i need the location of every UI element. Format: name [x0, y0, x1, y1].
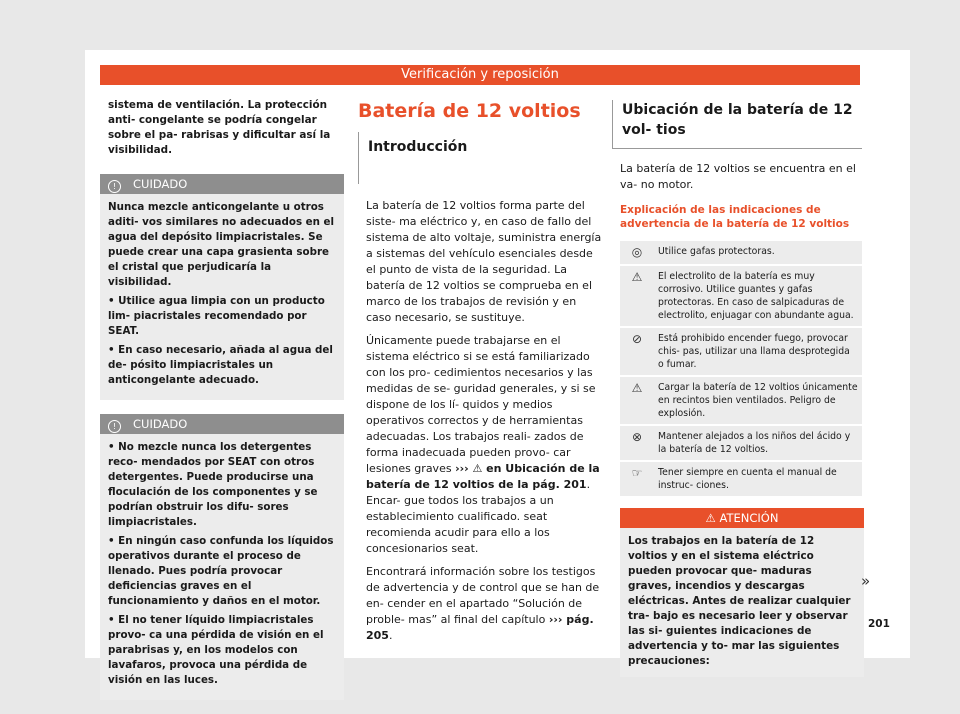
- info-icon: !: [108, 180, 121, 193]
- corrosive-warning-icon: ⚠: [631, 270, 643, 284]
- section-title: Batería de 12 voltios: [358, 100, 581, 122]
- caution-box-2: [100, 414, 344, 700]
- keep-away-children-icon: ⊗: [631, 430, 643, 444]
- table-row: ⚠ Cargar la batería de 12 voltios únicamente en recintos bien ventilados. Peligro de explosión.: [620, 377, 862, 424]
- page-header: Verificación y reposición: [100, 65, 860, 85]
- cross-reference-link[interactable]: ››› ⚠ en Ubicación de la batería de 12 voltios de la pág. 201: [366, 462, 600, 491]
- column-left: [100, 98, 344, 714]
- warning-table: [620, 239, 862, 498]
- table-row: ⚠ El electrolito de la batería es muy corrosivo. Utilice guantes y gafas protectoras. En caso de salpicaduras de electrolito, enjuagar con abundante agua.: [620, 266, 862, 326]
- subsection-heading: Introducción: [358, 132, 602, 184]
- subsection-heading: Ubicación de la batería de 12 vol- tios: [612, 100, 862, 149]
- caution-box-1: [100, 174, 344, 400]
- caution-header: ! CUIDADO: [100, 174, 344, 194]
- attention-header: ⚠ ATENCIÓN: [620, 508, 864, 528]
- page-reference-link[interactable]: ››› pág. 205: [366, 613, 594, 642]
- no-fire-icon: ⊘: [631, 332, 643, 346]
- attention-box: [620, 508, 864, 677]
- table-row: ⊘ Está prohibido encender fuego, provocar chis- pas, utilizar una llama desprotegida o fumar.: [620, 328, 862, 375]
- column-middle: [358, 100, 602, 651]
- page-number: 201: [868, 618, 890, 630]
- column-right: [612, 100, 862, 677]
- continue-mark: »: [861, 572, 871, 590]
- goggles-icon: ◎: [631, 245, 643, 259]
- body-paragraph: Encontrará información sobre los testigos de advertencia y de control que se han de en- cender en el apartado “Solución de proble- mas” al final del capítulo ››› pág. 205.: [366, 565, 600, 642]
- attention-body: Los trabajos en la batería de 12 voltios y en el sistema eléctrico pueden provocar que- maduras graves, incendios y descargas eléctricas. Antes de realizar cualquier tra- bajo es necesario leer y observar las si- guientes indicaciones de advertencia y to- mar las siguientes precauciones:: [628, 535, 851, 667]
- explosion-warning-icon: ⚠: [631, 381, 643, 395]
- table-row: ☞ Tener siempre en cuenta el manual de instruc- ciones.: [620, 462, 862, 496]
- table-row: ◎ Utilice gafas protectoras.: [620, 241, 862, 264]
- body-paragraph: Únicamente puede trabajarse en el sistema eléctrico si se está familiarizado con los pro- cedimientos necesarios y las medidas de se- guridad generales, y si se dispone de los lí- quidos y medios operativos correctos y de herramientas adecuadas. Los trabajos reali- zados de forma inadecuada pueden provo- car lesiones graves ››› ⚠ en Ubicación de la batería de 12 voltios de la pág. 201. Encar- gue todos los trabajos a un establecimiento cualificado. seat recomienda acudir para ello a los concesionarios seat.: [366, 334, 600, 555]
- table-row: ⊗ Mantener alejados a los niños del ácido y la batería de 12 voltios.: [620, 426, 862, 460]
- body-paragraph: La batería de 12 voltios forma parte del siste- ma eléctrico y, en caso de fallo del sistema de alto voltaje, suministra energía a sistemas del vehículo esenciales desde el punto de vista de la seguridad. La batería de 12 voltios se comprueba en el marco de los trabajos de revisión y en caso necesario, se sustituye.: [366, 199, 602, 324]
- warning-table-heading: Explicación de las indicaciones de advertencia de la batería de 12 voltios: [620, 204, 850, 230]
- body-paragraph: La batería de 12 voltios se encuentra en el va- no motor.: [620, 162, 856, 191]
- caution-header: ! CUIDADO: [100, 414, 344, 434]
- warning-triangle-icon: ⚠: [705, 511, 720, 525]
- intro-text: sistema de ventilación. La protección anti- congelante se podría congelar sobre el pa- rabrisas y dificultar así la visibilidad.: [108, 99, 331, 156]
- caution-body: • No mezcle nunca los detergentes reco- mendados por SEAT con otros detergentes. Puede producirse una floculación de los componentes y se podrían obstruir los difu- sores limpiacristales. • En ningún caso confunda los líquidos operativos durante el proceso de llenado. Pues podría provocar deficiencias graves en el funcionamiento y daños en el motor. • El no tener líquido limpiacristales provo- ca una pérdida de visión en el parabrisas y, en los modelos con lavafaros, provoca una pérdida de visión en las luces.: [108, 441, 334, 686]
- caution-body: Nunca mezcle anticongelante u otros aditi- vos similares no adecuados en el agua del depósito limpiacristales. Se puede crear una capa grasienta sobre el cristal que perjudicaría la visibilidad. • Utilice agua limpia con un producto lim- piacristales recomendado por SEAT. • En caso necesario, añada al agua del de- pósito limpiacristales un anticongelante adecuado.: [108, 201, 335, 386]
- info-icon: !: [108, 420, 121, 433]
- manual-icon: ☞: [631, 466, 643, 480]
